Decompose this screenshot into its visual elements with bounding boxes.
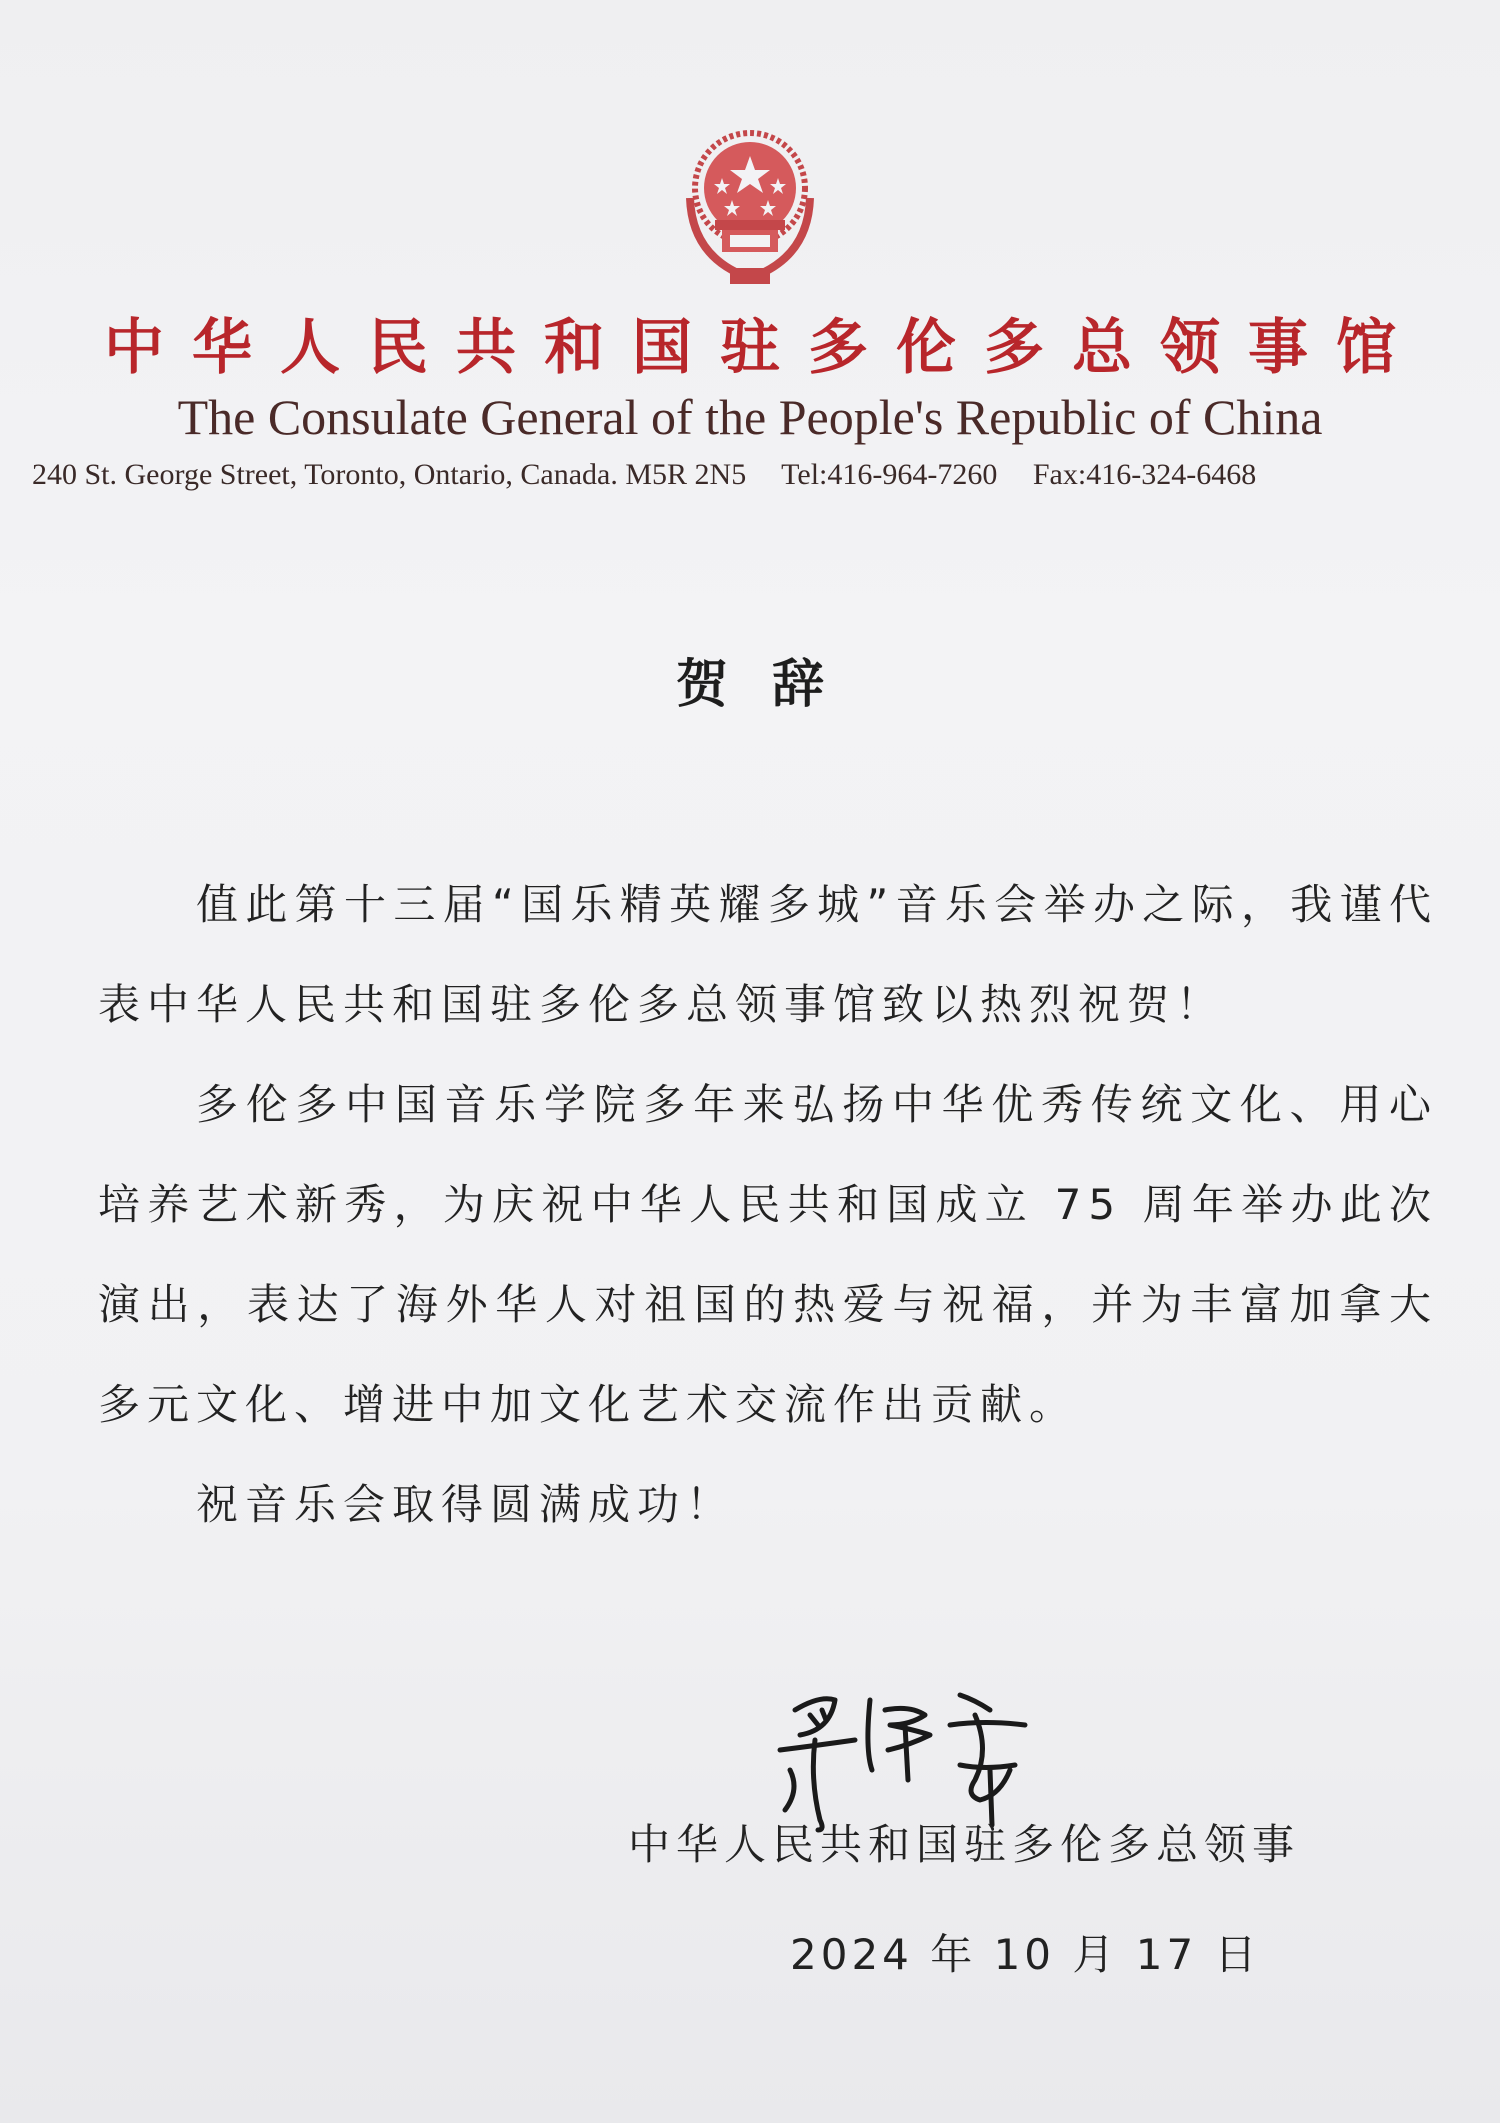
letter-title: 贺辞 xyxy=(675,655,868,715)
signatory-title: 中华人民共和国驻多伦多总领事 xyxy=(628,1820,1301,1869)
fax: Fax:416-324-6468 xyxy=(1032,458,1257,491)
paragraph: 祝音乐会取得圆满成功！ xyxy=(196,1480,736,1529)
letter-body xyxy=(98,855,1438,1555)
national-emblem-icon xyxy=(660,118,840,298)
contact-line xyxy=(32,455,1492,495)
telephone: Tel:416-964-7260 xyxy=(781,458,998,491)
address: 240 St. George Street, Toronto, Ontario, Canada. M5R 2N5 xyxy=(32,458,747,491)
consulate-chinese-name: 中华人民共和国驻多伦多总领事馆 xyxy=(104,313,1424,383)
consulate-english-name: The Consulate General of the People's Republic of China xyxy=(177,389,1323,445)
paragraph: 值此第十三届“国乐精英耀多城”音乐会举办之际，我谨代表中华人民共和国驻多伦多总领事馆致以热烈祝贺！ xyxy=(98,880,1438,1029)
paragraph: 多伦多中国音乐学院多年来弘扬中华优秀传统文化、用心培养艺术新秀，为庆祝中华人民共和国成立 75 周年举办此次演出，表达了海外华人对祖国的热爱与祝福，并为丰富加拿大多元文化、增进中加文化艺术交流作出贡献。 xyxy=(98,1080,1438,1429)
letter-date: 2024 年 10 月 17 日 xyxy=(790,1930,1261,1979)
